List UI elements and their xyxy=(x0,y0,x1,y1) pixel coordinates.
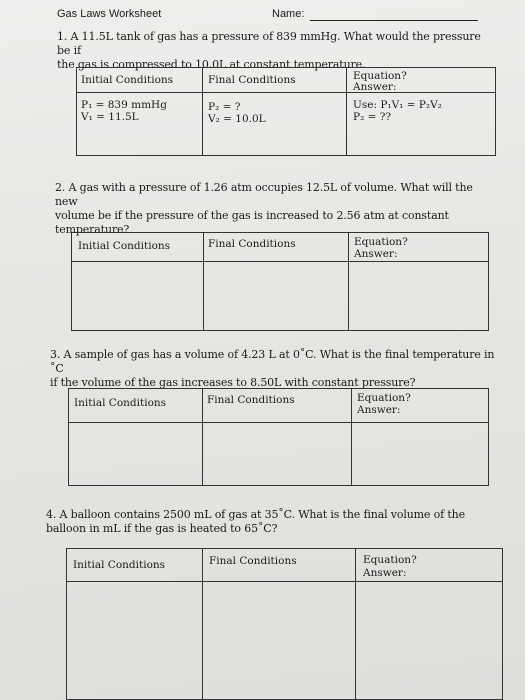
table-column-divider xyxy=(202,549,203,699)
initial-conditions-header: Initial Conditions xyxy=(78,240,171,252)
initial-conditions-header: Initial Conditions xyxy=(73,559,166,571)
question-2-line-1: 2. A gas with a pressure of 1.26 atm occupies 12.5L of volume. What will the new xyxy=(55,181,473,208)
question-1-line-2: the gas is compressed to 10.0L at constant temperature. xyxy=(57,58,366,71)
question-4 xyxy=(46,508,496,536)
question-2-line-3: temperature? xyxy=(55,223,130,236)
answer-header: Answer: xyxy=(363,567,407,579)
question-3-line-1: 3. A sample of gas has a volume of 4.23 L at 0˚C. What is the final temperature in ˚C xyxy=(50,348,495,375)
table-column-divider xyxy=(351,389,352,485)
name-label: Name: xyxy=(272,8,305,20)
question-2-line-2: volume be if the pressure of the gas is increased to 2.56 atm at constant xyxy=(55,209,449,222)
initial-conditions-header: Initial Conditions xyxy=(74,397,167,409)
table-column-divider xyxy=(355,549,356,699)
question-2-table xyxy=(71,232,489,331)
equation-header: Equation? xyxy=(353,70,407,82)
answer-value: P₂ = ?? xyxy=(353,111,392,123)
question-1-line-1: 1. A 11.5L tank of gas has a pressure of 839 mmHg. What would the pressure be if xyxy=(57,30,481,57)
question-1-table xyxy=(76,67,496,156)
final-conditions-header: Final Conditions xyxy=(208,74,296,86)
initial-pressure-value: P₁ = 839 mmHg xyxy=(81,99,167,111)
question-2 xyxy=(55,181,495,237)
table-column-divider xyxy=(346,68,347,155)
question-4-table xyxy=(66,548,503,700)
table-header-divider xyxy=(72,261,488,262)
table-column-divider xyxy=(202,389,203,485)
answer-header: Answer: xyxy=(354,248,398,260)
table-header-divider xyxy=(77,92,495,93)
equation-header: Equation? xyxy=(363,554,417,566)
table-column-divider xyxy=(348,233,349,330)
table-header-divider xyxy=(67,581,502,582)
question-4-line-2: balloon in mL if the gas is heated to 65˚C? xyxy=(46,522,278,535)
name-blank-line xyxy=(310,20,478,21)
table-column-divider xyxy=(203,233,204,330)
answer-header: Answer: xyxy=(353,81,397,93)
table-header-divider xyxy=(69,422,488,423)
question-1 xyxy=(57,30,497,72)
final-volume-value: V₂ = 10.0L xyxy=(208,113,266,125)
initial-conditions-header: Initial Conditions xyxy=(81,74,174,86)
question-3 xyxy=(50,348,500,390)
final-conditions-header: Final Conditions xyxy=(207,394,295,406)
final-conditions-header: Final Conditions xyxy=(208,238,296,250)
equation-value: Use: P₁V₁ = P₂V₂ xyxy=(353,99,442,111)
final-conditions-header: Final Conditions xyxy=(209,555,297,567)
equation-header: Equation? xyxy=(357,392,411,404)
question-3-line-2: if the volume of the gas increases to 8.50L with constant pressure? xyxy=(50,376,416,389)
question-4-line-1: 4. A balloon contains 2500 mL of gas at 35˚C. What is the final volume of the xyxy=(46,508,465,521)
worksheet-title: Gas Laws Worksheet xyxy=(57,8,162,20)
question-3-table xyxy=(68,388,489,486)
table-column-divider xyxy=(202,68,203,155)
answer-header: Answer: xyxy=(357,404,401,416)
initial-volume-value: V₁ = 11.5L xyxy=(81,111,139,123)
equation-header: Equation? xyxy=(354,236,408,248)
final-pressure-value: P₂ = ? xyxy=(208,101,241,113)
